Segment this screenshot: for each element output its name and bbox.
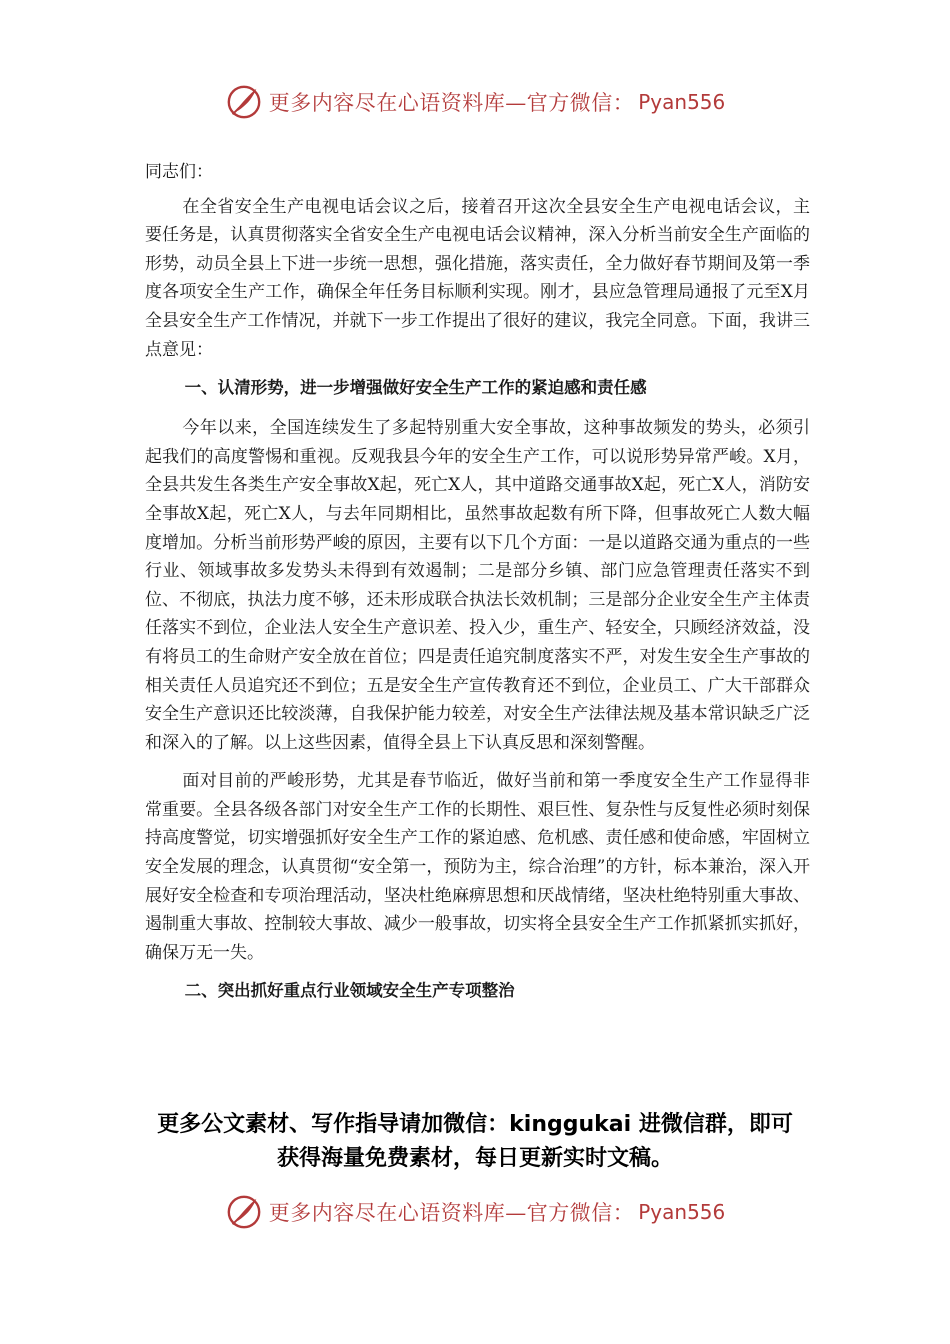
section-heading-2: 二、突出抓好重点行业领域安全生产专项整治 bbox=[184, 981, 515, 1001]
quill-pen-logo-icon bbox=[225, 83, 263, 121]
paragraph-intro: 在全省安全生产电视电话会议之后，接着召开这次全县安全生产电视电话会议，主要任务是，认真贯彻落实全省安全生产电视电话会议精神，深入分析当前安全生产面临的形势，动员全县上下进一步统一思想，强化措施，落实责任，全力做好春节期间及第一季度各项安全生产工作，确保全年任务目标顺利实现。刚才，县应急管理局通报了元至X月全县安全生产工作情况，并就下一步工作提出了很好的建议，我完全同意。下面，我讲三点意见： bbox=[145, 196, 810, 360]
watermark-banner-bottom bbox=[0, 1190, 950, 1234]
promo-line-1: 更多公文素材、写作指导请加微信：kinggukai 进微信群，即可 bbox=[157, 1112, 793, 1137]
section-heading-1: 一、认清形势，进一步增强做好安全生产工作的紧迫感和责任感 bbox=[184, 378, 647, 398]
promo-notice bbox=[120, 1108, 830, 1176]
paragraph-situation: 今年以来，全国连续发生了多起特别重大安全事故，这种事故频发的势头，必须引起我们的高度警惕和重视。反观我县今年的安全生产工作，可以说形势异常严峻。X月，全县共发生各类生产安全事故X起，死亡X人，其中道路交通事故X起，死亡X人，消防安全事故X起，死亡X人，与去年同期相比，虽然事故起数有所下降，但事故死亡人数大幅度增加。分析当前形势严峻的原因，主要有以下几个方面：一是以道路交通为重点的一些行业、领域事故多发势头未得到有效遏制；二是部分乡镇、部门应急管理责任落实不到位、不彻底，执法力度不够，还未形成联合执法长效机制；三是部分企业安全生产主体责任落实不到位，企业法人安全生产意识差、投入少，重生产、轻安全，只顾经济效益，没有将员工的生命财产安全放在首位；四是责任追究制度落实不严，对发生安全生产事故的相关责任人员追究还不到位；五是安全生产宣传教育还不到位，企业员工、广大干部群众安全生产意识还比较淡薄，自我保护能力较差，对安全生产法律法规及基本常识缺乏广泛和深入的了解。以上这些因素，值得全县上下认真反思和深刻警醒。 bbox=[145, 418, 810, 753]
watermark-text: 更多内容尽在心语资料库—官方微信： bbox=[268, 91, 635, 115]
quill-pen-logo-icon bbox=[225, 1193, 263, 1231]
watermark-banner-top bbox=[0, 80, 950, 124]
document-body bbox=[145, 158, 810, 1017]
watermark-text: 更多内容尽在心语资料库—官方微信： bbox=[268, 1201, 635, 1225]
watermark-wechat-id: Pyan556 bbox=[638, 1200, 726, 1224]
paragraph-response: 面对目前的严峻形势，尤其是春节临近，做好当前和第一季度安全生产工作显得非常重要。全县各级各部门对安全生产工作的长期性、艰巨性、复杂性与反复性必须时刻保持高度警觉，切实增强抓好安全生产工作的紧迫感、危机感、责任感和使命感，牢固树立安全发展的理念，认真贯彻“安全第一，预防为主，综合治理”的方针，标本兼治，深入开展好安全检查和专项治理活动，坚决杜绝麻痹思想和厌战情绪，坚决杜绝特别重大事故、遏制重大事故、控制较大事故、减少一般事故，切实将全县安全生产工作抓紧抓实抓好，确保万无一失。 bbox=[145, 771, 810, 963]
promo-line-2: 获得海量免费素材，每日更新实时文稿。 bbox=[276, 1146, 673, 1171]
watermark-wechat-id: Pyan556 bbox=[638, 90, 726, 114]
salutation: 同志们： bbox=[145, 162, 213, 182]
